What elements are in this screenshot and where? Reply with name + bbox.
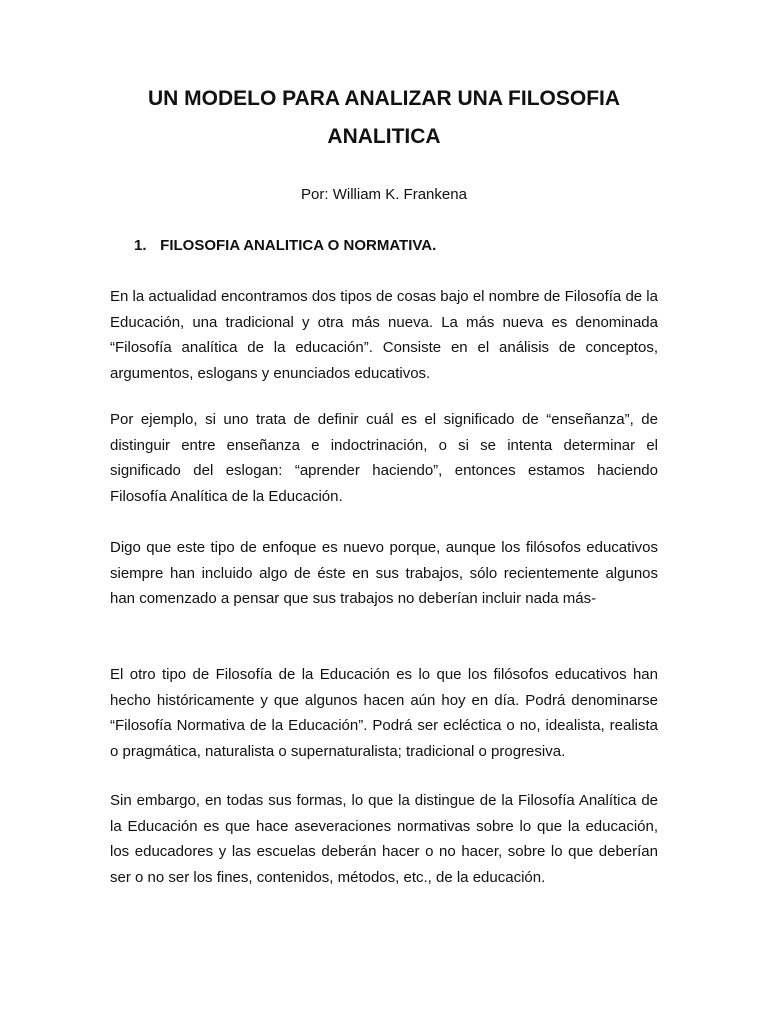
paragraph-1: En la actualidad encontramos dos tipos de cosas bajo el nombre de Filosofía de la Educación, una tradicional y otra más nueva. La más nueva es denominada “Filosofía analítica de la educación”. Consiste en el análisis de conceptos, argumentos, eslogans y enunciados educativos. (110, 288, 658, 382)
paragraph-3: Digo que este tipo de enfoque es nuevo porque, aunque los filósofos educativos siempre han incluido algo de éste en sus trabajos, sólo recientemente algunos han comenzado a pensar que sus trabajos no deberían incluir nada más- (110, 539, 658, 607)
paragraph-2: Por ejemplo, si uno trata de definir cuál es el significado de “enseñanza”, de distinguir entre enseñanza e indoctrinación, o si se intenta determinar el significado del eslogan: “aprender haciendo”, entonces estamos haciendo Filosofía Analítica de la Educación. (110, 411, 658, 505)
document-title: UN MODELO PARA ANALIZAR UNA FILOSOFIA ANALITICA (147, 87, 621, 148)
section-number: 1. (134, 237, 147, 254)
section-heading-text: FILOSOFIA ANALITICA O NORMATIVA. (160, 237, 437, 254)
paragraph-4: El otro tipo de Filosofía de la Educación es lo que los filósofos educativos han hecho históricamente y que algunos hacen aún hoy en día. Podrá denominarse “Filosofía Normativa de la Educación”. Podrá ser ecléctica o no, idealista, realista o pragmática, naturalista o supernaturalista; tradicional o progresiva. (110, 666, 658, 760)
document-author: Por: William K. Frankena (301, 186, 467, 203)
section-heading (134, 236, 436, 256)
paragraph-5: Sin embargo, en todas sus formas, lo que la distingue de la Filosofía Analítica de la Educación es que hace aseveraciones normativas sobre lo que la educación, los educadores y las escuelas deberán hacer o no hacer, sobre lo que deberían ser o no ser los fines, contenidos, métodos, etc., de la educación. (110, 792, 658, 886)
